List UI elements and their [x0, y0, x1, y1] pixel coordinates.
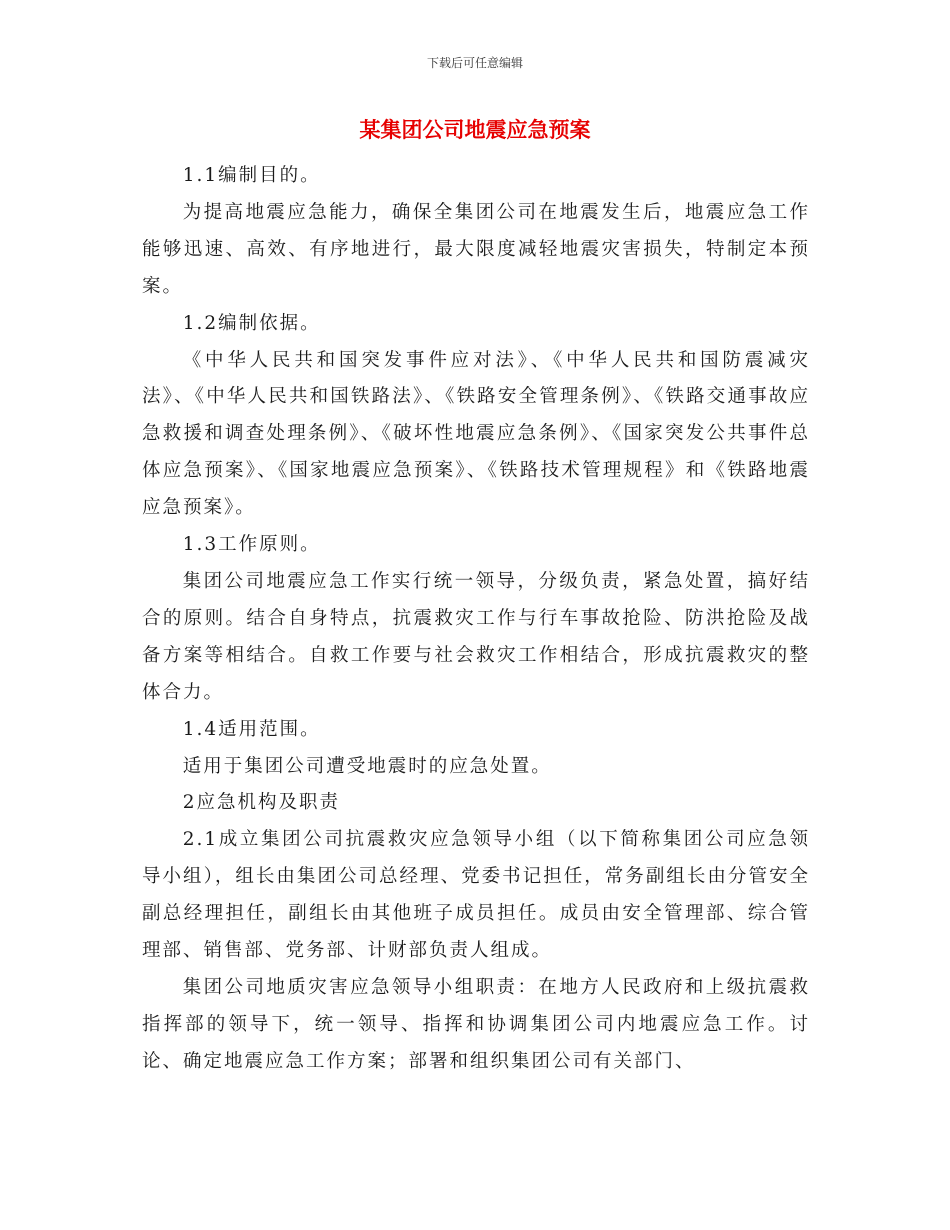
section-heading-1-2: 1.2编制依据。 — [182, 312, 321, 334]
document-body — [142, 158, 810, 1081]
document-title: 某集团公司地震应急预案 — [359, 118, 591, 142]
paragraph-leadership-group: 2.1成立集团公司抗震救灾应急领导小组（以下简称集团公司应急领导小组），组长由集团公司总经理、党委书记担任，常务副组长由分管安全副总经理担任，副组长由其他班子成员担任。成员由安全管理部、综合管理部、销售部、党务部、计财部负责人组成。 — [142, 829, 810, 962]
section-heading-1-1: 1.1编制目的。 — [182, 165, 321, 186]
paragraph-group-duties: 集团公司地质灾害应急领导小组职责：在地方人民政府和上级抗震救指挥部的领导下，统一领导、指挥和协调集团公司内地震应急工作。讨论、确定地震应急工作方案；部署和组织集团公司有关部门、 — [142, 976, 810, 1072]
paragraph-basis: 《中华人民共和国突发事件应对法》、《中华人民共和国防震减灾法》、《中华人民共和国铁路法》、《铁路安全管理条例》、《铁路交通事故应急救援和调查处理条例》、《破坏性地震应急条例》、《国家突发公共事件总体应急预案》、《国家地震应急预案》、《铁路技术管理规程》和《铁路地震应急预案》。 — [142, 349, 810, 519]
section-heading-1-3: 1.3工作原则。 — [182, 534, 321, 556]
section-heading-2: 2应急机构及职责 — [182, 792, 340, 814]
section-heading-1-4: 1.4适用范围。 — [182, 718, 321, 740]
paragraph-principles: 集团公司地震应急工作实行统一领导，分级负责，紧急处置，搞好结合的原则。结合自身特点，抗震救灾工作与行车事故抢险、防洪抢险及战备方案等相结合。自救工作要与社会救灾工作相结合，形成抗震救灾的整体合力。 — [142, 570, 810, 703]
paragraph-scope: 适用于集团公司遭受地震时的应急处置。 — [182, 755, 552, 777]
paragraph-purpose: 为提高地震应急能力，确保全集团公司在地震发生后，地震应急工作能够迅速、高效、有序地进行，最大限度减轻地震灾害损失，特制定本预案。 — [142, 201, 810, 297]
page-header: 下载后可任意编辑 — [426, 56, 523, 70]
